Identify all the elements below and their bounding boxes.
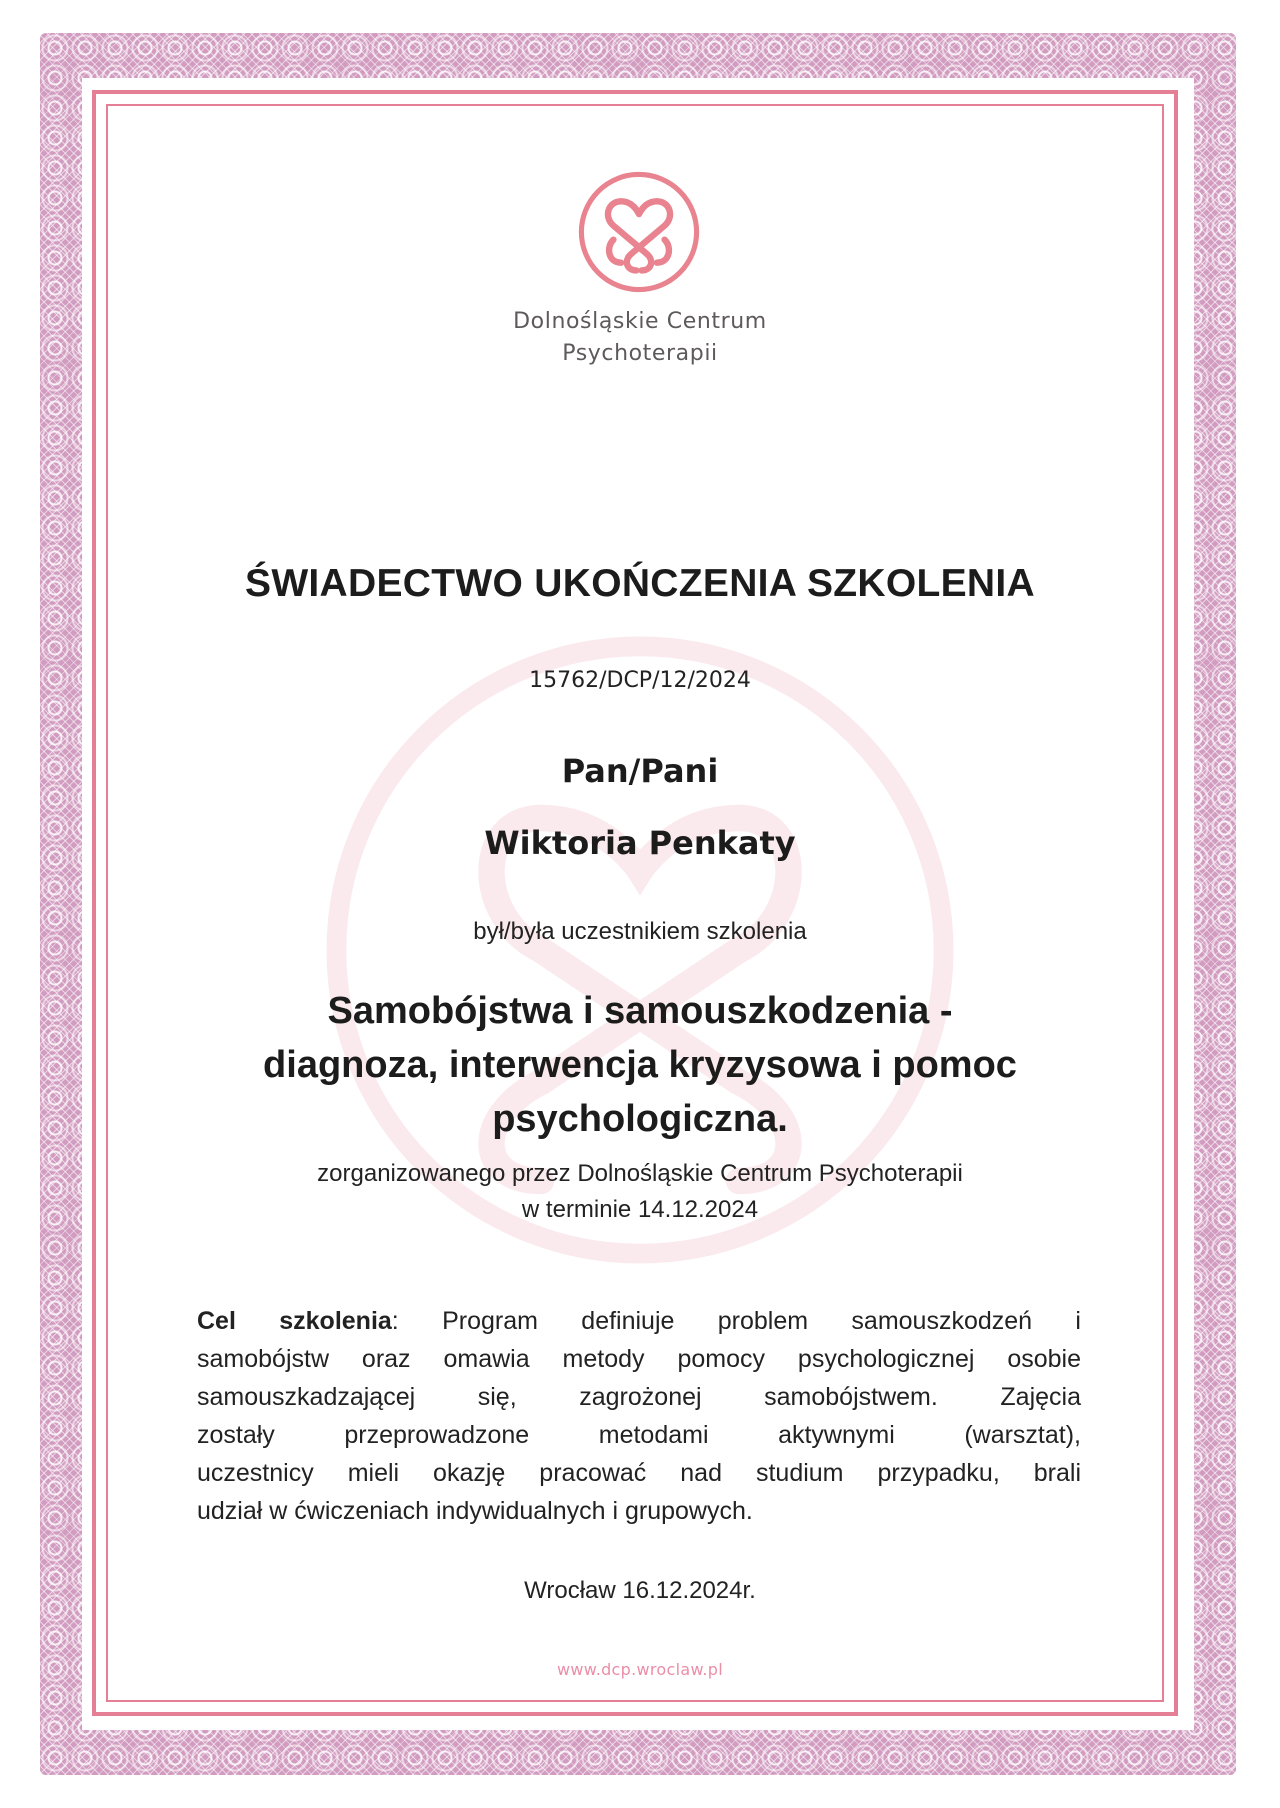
goal-line: uczestnicy mieli okazję pracować nad studium przypadku, brali	[197, 1459, 1081, 1487]
organization-name	[0, 306, 1280, 370]
course-title	[160, 984, 1120, 1146]
certificate-number: 15762/DCP/12/2024	[529, 668, 751, 693]
goal-line: samouszkadzającej się, zagrożonej samobójstwem. Zajęcia	[197, 1383, 1081, 1411]
intertwined-knot-logo-icon	[575, 168, 703, 296]
term-text: w terminie 14.12.2024	[521, 1196, 759, 1223]
goal-label: Cel szkolenia	[197, 1307, 392, 1335]
certificate-title: ŚWIADECTWO UKOŃCZENIA SZKOLENIA	[245, 562, 1035, 605]
goal-line: samobójstw oraz omawia metody pomocy psychologicznej osobie	[197, 1345, 1081, 1373]
salutation: Pan/Pani	[561, 752, 719, 790]
training-goal	[197, 1302, 1081, 1530]
organization-name-line2: Psychoterapii	[562, 341, 718, 366]
place-and-date: Wrocław 16.12.2024r.	[524, 1577, 756, 1604]
goal-line	[197, 1302, 1081, 1340]
goal-line: zostały przeprowadzone metodami aktywnymi (warsztat),	[197, 1421, 1081, 1449]
organization-name-line1: Dolnośląskie Centrum	[513, 309, 767, 334]
course-title-line: diagnoza, interwencja kryzysowa i pomoc	[263, 1044, 1017, 1086]
organized-by-text: zorganizowanego przez Dolnośląskie Centrum Psychoterapii	[317, 1160, 963, 1187]
organizer-block	[0, 1156, 1280, 1228]
participant-name: Wiktoria Penkaty	[484, 824, 796, 862]
course-title-line: Samobójstwa i samouszkodzenia -	[327, 990, 953, 1032]
goal-text: : Program definiuje problem samouszkodzeń i	[391, 1307, 1081, 1335]
participation-text: był/była uczestnikiem szkolenia	[473, 918, 807, 945]
goal-line: udział w ćwiczeniach indywidualnych i grupowych.	[197, 1497, 753, 1525]
footer	[0, 1660, 1280, 1680]
website-link[interactable]: www.dcp.wroclaw.pl	[545, 1660, 735, 1679]
course-title-line: psychologiczna.	[492, 1098, 788, 1140]
